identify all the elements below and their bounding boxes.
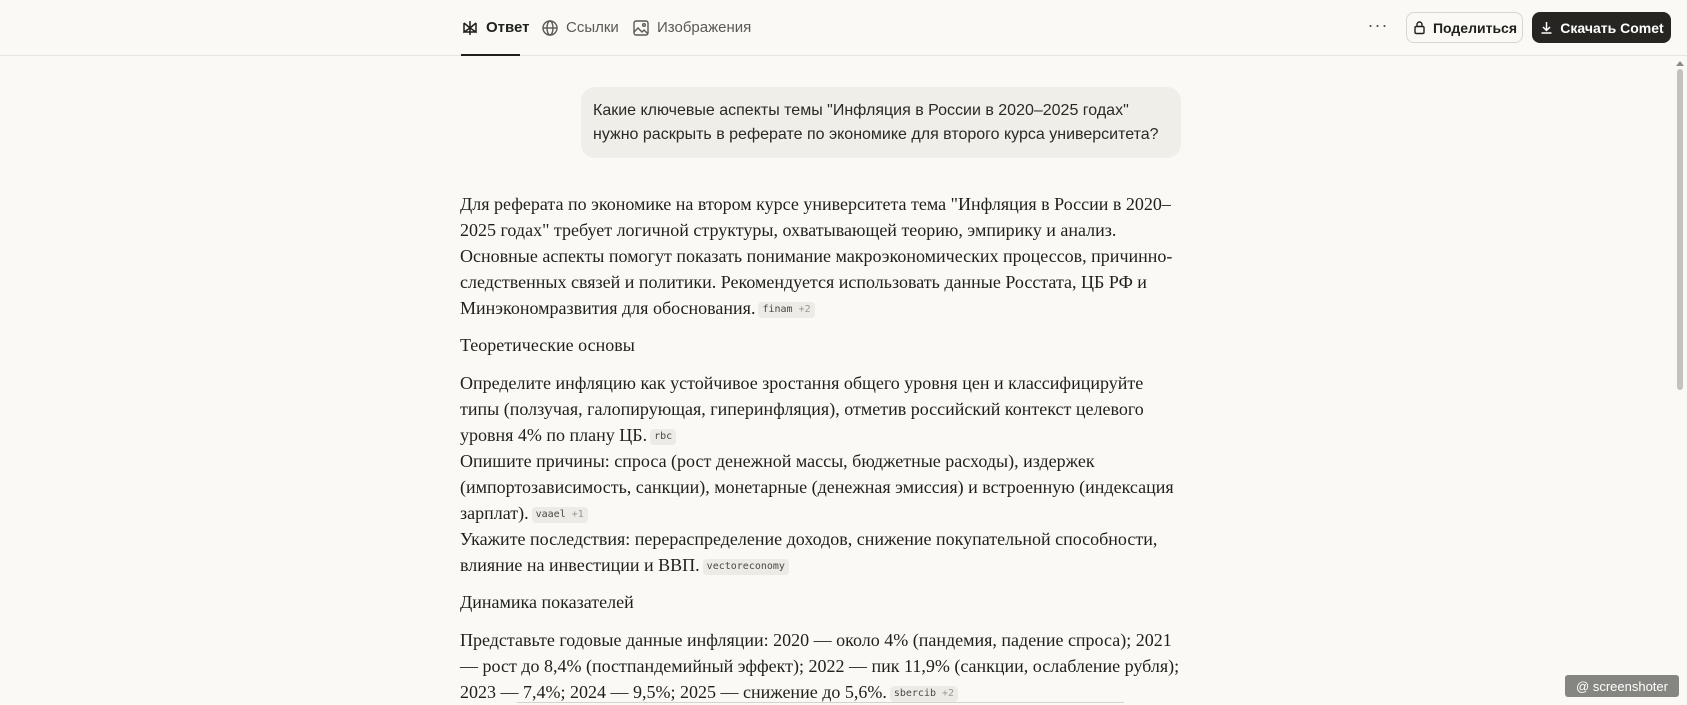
theory-paragraph-3 bbox=[460, 526, 1185, 578]
citation-badge[interactable] bbox=[532, 507, 588, 523]
citation-badge[interactable] bbox=[650, 429, 676, 445]
citation-source: vaael bbox=[535, 509, 566, 520]
citation-count: +2 bbox=[798, 304, 811, 315]
top-bar bbox=[0, 0, 1687, 56]
perplexity-icon bbox=[461, 19, 479, 37]
download-comet-button[interactable] bbox=[1532, 12, 1671, 43]
tab-answer[interactable] bbox=[461, 0, 530, 55]
theory-paragraph-1 bbox=[460, 370, 1185, 448]
paragraph-text: Укажите последствия: перераспределение доходов, снижение покупательной способности, влияние на инвестиции и ВВП. bbox=[460, 529, 1158, 575]
scrollbar-thumb[interactable] bbox=[1677, 69, 1683, 390]
section-heading-theory: Теоретические основы bbox=[460, 335, 635, 355]
citation-badge[interactable] bbox=[703, 559, 789, 575]
dynamics-paragraph-1 bbox=[460, 627, 1185, 705]
scrollbar[interactable] bbox=[1673, 55, 1687, 703]
share-button-label: Поделиться bbox=[1432, 19, 1518, 36]
globe-icon bbox=[541, 19, 559, 37]
citation-count: +2 bbox=[942, 688, 955, 699]
tab-answer-label: Ответ bbox=[486, 19, 530, 36]
theory-paragraph-2 bbox=[460, 448, 1185, 526]
tab-images[interactable] bbox=[632, 0, 751, 55]
question-text: Какие ключевые аспекты темы "Инфляция в России в 2020–2025 годах" нужно раскрыть в реферате по экономике для второго курса университета? bbox=[593, 102, 1159, 143]
scroll-up-arrow[interactable] bbox=[1676, 61, 1684, 66]
download-icon bbox=[1539, 20, 1554, 35]
download-button-label: Скачать Comet bbox=[1560, 19, 1664, 36]
answer-intro bbox=[460, 191, 1185, 321]
tab-links[interactable] bbox=[541, 0, 619, 55]
citation-source: sbercib bbox=[893, 688, 936, 699]
screenshoter-watermark: @ screenshoter bbox=[1565, 675, 1679, 697]
citation-badge[interactable] bbox=[758, 302, 814, 318]
share-button[interactable] bbox=[1406, 12, 1523, 43]
paragraph-text: Опишите причины: спроса (рост денежной массы, бюджетные расходы), издержек (импортозависимость, санкции), монетарные (денежная эмиссия) и встроенную (индексация зарплат). bbox=[460, 451, 1174, 523]
intro-text: Для реферата по экономике на втором курсе университета тема "Инфляция в России в 2020–2025 годах" требует логичной структуры, охватывающей теорию, эмпирику и анализ. Основные аспекты помогут показать понимание макроэкономических процессов, причинно-следственных связей и политики. Рекомендуется использовать данные Росстата, ЦБ РФ и Минэкономразвития для обоснования. bbox=[460, 194, 1173, 318]
citation-badge[interactable] bbox=[890, 686, 958, 702]
lock-icon bbox=[1412, 20, 1427, 35]
citation-source: finam bbox=[762, 304, 793, 315]
citation-source: rbc bbox=[654, 431, 673, 442]
tab-images-label: Изображения bbox=[657, 19, 752, 36]
citation-count: +1 bbox=[571, 509, 584, 520]
answer-content bbox=[460, 191, 1185, 705]
section-heading-dynamics: Динамика показателей bbox=[460, 592, 634, 612]
user-question-bubble bbox=[581, 87, 1181, 158]
more-options-button[interactable]: ··· bbox=[1367, 15, 1389, 35]
paragraph-text: Представьте годовые данные инфляции: 2020 — около 4% (пандемия, падение спроса); 2021 — рост до 8,4% (постпандемийный эффект); 2022 — пик 11,9% (санкции, ослабление рубля); 2023 — 7,4%; 2024 — 9,5%; 2025 — снижение до 5,6%. bbox=[460, 630, 1180, 702]
paragraph-text: Определите инфляцию как устойчивое зростання общего уровня цен и классифицируйте типы (ползучая, галопирующая, гиперинфляция), отметив российский контекст целевого уровня 4% по плану ЦБ. bbox=[460, 373, 1144, 445]
citation-source: vectoreconomy bbox=[706, 561, 785, 572]
image-icon bbox=[632, 19, 650, 37]
tab-links-label: Ссылки bbox=[566, 19, 619, 36]
